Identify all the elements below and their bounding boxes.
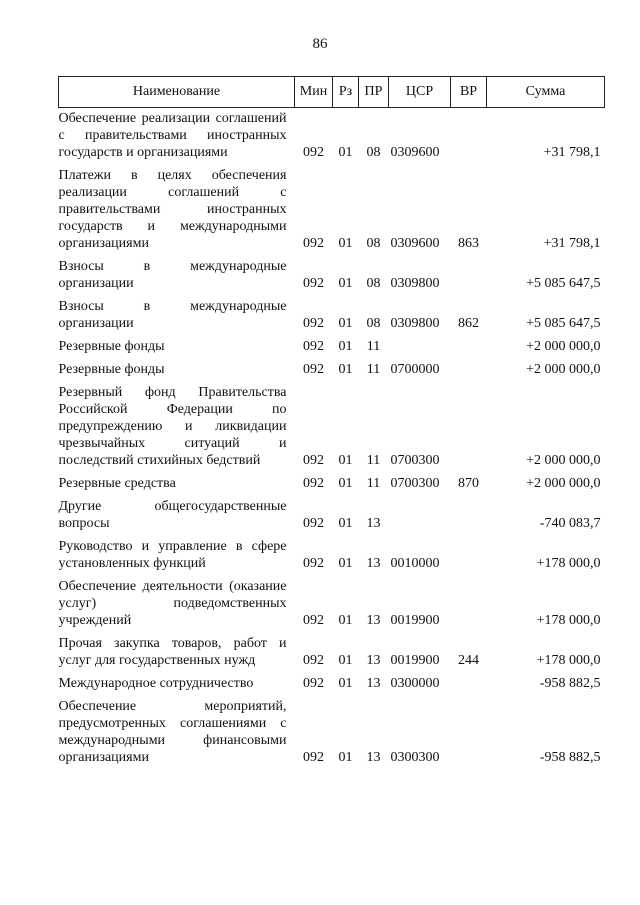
row-sum: -958 882,5 <box>539 676 601 691</box>
row-min: 092 <box>303 653 324 668</box>
row-name <box>59 572 295 629</box>
row-csr: 0700300 <box>390 476 440 491</box>
row-csr: 0019900 <box>390 613 440 628</box>
row-pr: 13 <box>366 556 381 571</box>
row-min: 092 <box>303 339 324 354</box>
column-header-name: Наименование <box>59 77 295 108</box>
row-rz: 01 <box>338 750 353 765</box>
row-csr: 0019900 <box>390 653 440 668</box>
row-vr <box>451 252 487 292</box>
table-header <box>59 77 605 108</box>
table-row <box>59 469 605 492</box>
row-min: 092 <box>303 453 324 468</box>
row-name <box>59 532 295 572</box>
row-rz: 01 <box>338 362 353 377</box>
row-name-text: Прочая закупка товаров, работ и услуг для государственных нужд <box>58 636 287 668</box>
row-csr: 0309600 <box>390 236 440 251</box>
row-csr: 0300300 <box>390 750 440 765</box>
row-min: 092 <box>303 556 324 571</box>
row-pr: 11 <box>366 476 381 491</box>
row-name <box>59 692 295 766</box>
row-vr <box>451 572 487 629</box>
row-pr: 13 <box>366 516 381 531</box>
table-row <box>59 355 605 378</box>
row-csr: 0010000 <box>390 556 440 571</box>
table-row <box>59 669 605 692</box>
row-pr: 13 <box>366 750 381 765</box>
row-pr: 08 <box>366 276 381 291</box>
row-pr: 08 <box>366 145 381 160</box>
row-min: 092 <box>303 750 324 765</box>
table-row <box>59 292 605 332</box>
row-min: 092 <box>303 613 324 628</box>
row-rz: 01 <box>338 613 353 628</box>
row-name-text: Международное сотрудничество <box>58 676 254 691</box>
column-header-pr: ПР <box>359 77 389 108</box>
row-pr: 13 <box>366 653 381 668</box>
row-name-text: Взносы в международные организации <box>58 299 287 331</box>
row-pr: 11 <box>366 453 381 468</box>
row-rz: 01 <box>338 476 353 491</box>
row-name-text: Резервные средства <box>58 476 176 491</box>
row-sum: +178 000,0 <box>536 613 601 628</box>
row-rz: 01 <box>338 676 353 691</box>
row-vr <box>451 532 487 572</box>
row-sum: -740 083,7 <box>539 516 601 531</box>
row-csr: 0309600 <box>390 145 440 160</box>
row-sum: +2 000 000,0 <box>526 339 601 354</box>
row-sum: +31 798,1 <box>543 145 601 160</box>
row-rz: 01 <box>338 556 353 571</box>
table-body <box>59 108 605 767</box>
row-sum: +2 000 000,0 <box>526 453 601 468</box>
row-csr: 0309800 <box>390 276 440 291</box>
table-row <box>59 572 605 629</box>
row-vr <box>451 669 487 692</box>
row-name-text: Обеспечение деятельности (оказание услуг) подведомственных учреждений <box>58 579 287 628</box>
row-min: 092 <box>303 145 324 160</box>
row-name <box>59 108 295 162</box>
row-vr <box>451 355 487 378</box>
row-name-text: Обеспечение мероприятий, предусмотренных соглашениями с международными финансовыми организациями <box>58 699 287 765</box>
row-rz: 01 <box>338 453 353 468</box>
table-row <box>59 532 605 572</box>
table-row <box>59 252 605 292</box>
row-name <box>59 629 295 669</box>
row-name-text: Резервные фонды <box>58 362 165 377</box>
table-row <box>59 692 605 766</box>
row-vr <box>451 492 487 532</box>
row-name <box>59 669 295 692</box>
column-header-sum: Сумма <box>487 77 605 108</box>
row-csr <box>389 332 451 355</box>
row-name-text: Платежи в целях обеспечения реализации соглашений с правительствами иностранных государств и международными организациями <box>58 168 287 251</box>
row-rz: 01 <box>338 145 353 160</box>
page-number: 86 <box>312 36 328 52</box>
row-csr: 0309800 <box>390 316 440 331</box>
row-vr <box>451 378 487 469</box>
row-name <box>59 252 295 292</box>
row-rz: 01 <box>338 516 353 531</box>
row-min: 092 <box>303 476 324 491</box>
row-csr: 0700000 <box>390 362 440 377</box>
row-name-text: Другие общегосударственные вопросы <box>58 499 287 531</box>
row-sum: -958 882,5 <box>539 750 601 765</box>
row-name <box>59 292 295 332</box>
row-csr <box>389 492 451 532</box>
table-row <box>59 492 605 532</box>
row-name-text: Резервный фонд Правительства Российской Федерации по предупреждению и ликвидации чрезвычайных ситуаций и последствий стихийных бедствий <box>58 385 287 468</box>
row-rz: 01 <box>338 236 353 251</box>
row-vr: 862 <box>458 316 479 331</box>
table-row <box>59 629 605 669</box>
row-rz: 01 <box>338 316 353 331</box>
row-pr: 08 <box>366 316 381 331</box>
row-sum: +5 085 647,5 <box>526 316 601 331</box>
row-min: 092 <box>303 276 324 291</box>
row-min: 092 <box>303 236 324 251</box>
row-sum: +2 000 000,0 <box>526 476 601 491</box>
row-vr: 870 <box>458 476 479 491</box>
column-header-rz: Рз <box>333 77 359 108</box>
row-name-text: Руководство и управление в сфере установленных функций <box>58 539 287 571</box>
row-rz: 01 <box>338 276 353 291</box>
table-row <box>59 161 605 252</box>
row-csr: 0700300 <box>390 453 440 468</box>
row-sum: +31 798,1 <box>543 236 601 251</box>
row-name <box>59 332 295 355</box>
row-rz: 01 <box>338 653 353 668</box>
row-sum: +178 000,0 <box>536 653 601 668</box>
row-min: 092 <box>303 316 324 331</box>
row-name-text: Обеспечение реализации соглашений с правительствами иностранных государств и организациями <box>58 111 287 160</box>
row-pr: 13 <box>366 613 381 628</box>
row-min: 092 <box>303 362 324 377</box>
row-name <box>59 378 295 469</box>
row-vr <box>451 108 487 162</box>
row-name-text: Взносы в международные организации <box>58 259 287 291</box>
row-name <box>59 355 295 378</box>
row-vr <box>451 332 487 355</box>
row-vr <box>451 692 487 766</box>
table-row <box>59 108 605 162</box>
row-sum: +178 000,0 <box>536 556 601 571</box>
row-sum: +5 085 647,5 <box>526 276 601 291</box>
row-min: 092 <box>303 516 324 531</box>
row-pr: 11 <box>366 362 381 377</box>
row-pr: 08 <box>366 236 381 251</box>
row-vr: 244 <box>458 653 479 668</box>
row-pr: 13 <box>366 676 381 691</box>
column-header-min: Мин <box>295 77 333 108</box>
row-pr: 11 <box>366 339 381 354</box>
row-csr: 0300000 <box>390 676 440 691</box>
table-row <box>59 332 605 355</box>
row-rz: 01 <box>338 339 353 354</box>
table-row <box>59 378 605 469</box>
row-name <box>59 492 295 532</box>
row-name <box>59 161 295 252</box>
row-min: 092 <box>303 676 324 691</box>
column-header-csr: ЦСР <box>389 77 451 108</box>
row-sum: +2 000 000,0 <box>526 362 601 377</box>
column-header-vr: ВР <box>451 77 487 108</box>
row-vr: 863 <box>458 236 479 251</box>
budget-table <box>58 76 605 766</box>
row-name <box>59 469 295 492</box>
row-name-text: Резервные фонды <box>58 339 165 354</box>
